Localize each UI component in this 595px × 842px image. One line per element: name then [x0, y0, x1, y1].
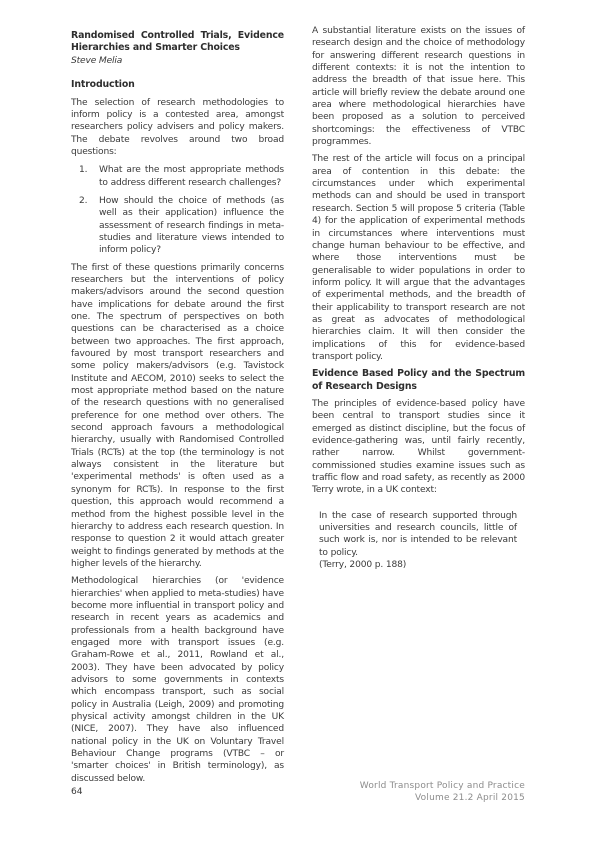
question-1-number: 1.	[79, 165, 88, 176]
quote-citation: (Terry, 2000 p. 188)	[319, 560, 407, 571]
section-2-paragraph-1: The principles of evidence-based policy have been central to transport studies since it emerged as distinct discipline, but the focus of evidence-gathering was, until fairly recently, rather narrow. Whilst government-commissioned studies examine issues such as traffic flow and road safety, as recently as 2000 Terry wrote, in a UK context:	[312, 398, 525, 496]
journal-issue: Volume 21.2 April 2015	[415, 793, 525, 803]
question-1-text: What are the most appropriate methods to address different research challenges?	[99, 165, 284, 188]
article-author: Steve Melia	[71, 55, 123, 66]
journal-name: World Transport Policy and Practice	[359, 781, 525, 791]
introduction-paragraph-1: The selection of research methodologies to inform policy is a contested area, amongst researchers policy advisers and policy makers. The debate revolves around two broad questions:	[71, 97, 284, 157]
introduction-paragraph-3: Methodological hierarchies (or 'evidence hierarchies' when applied to meta-studies) have become more influential in transport policy and research in recent years as academics and professionals from a health background have engaged more with transport issues (e.g. Graham-Rowe et al., 2011, Rowland et al., 2003). They have been advocated by policy advisors to some governments in contexts which encompass transport, such as social policy in Australia (Leigh, 2009) and promoting physical activity amongst children in the UK (NICE, 2007). They have also influenced national policy in the UK on Voluntary Travel Behaviour Change programs (VTBC – or 'smarter choices' in British terminology), as discussed below.	[71, 576, 284, 784]
introduction-paragraph-2: The first of these questions primarily concerns researchers but the interventions of policy makers/advisors around the second question have implications for debate around the first one. The spectrum of perspectives on both questions can be characterised as a choice between two approaches. The first approach, favoured by most transport researchers and some policy makers/advisors (e.g. Tavistock Institute and AECOM, 2010) seeks to select the most appropriate method based on the nature of the research questions with no generalised preference for one method over others. The second approach favours a methodological hierarchy, usually with Randomised Controlled Trials (RCTs) at the top (the terminology is not always consistent in the literature but 'experimental methods' is often used as a synonym for RCTs). In response to the first question, this approach would recommend a method from the highest possible level in the hierarchy to address each research question. In response to question 2 it would attach greater weight to findings generated by methods at the higher levels of the hierarchy.	[71, 262, 284, 569]
quote-text: In the case of research supported through universities and research councils, little of such work is, nor is intended to be relevant to policy.	[319, 510, 517, 558]
introduction-paragraph-5: The rest of the article will focus on a principal area of contention in this debate: the circumstances under which experimental methods can and should be used in transport research. Section 5 will propose 5 criteria (Table 4) for the application of experimental methods in circumstances where interventions must change human behaviour to be effective, and where those interventions must be generalisable to wider populations in order to inform policy. It will argue that the advantages of experimental methods, and the breadth of their applicability to transport research are not as great as advocates of methodological hierarchies claim. It will then consider the implications of this for evidence-based transport policy.	[312, 154, 525, 362]
left-column	[71, 30, 284, 785]
question-2-text: How should the choice of methods (as well as their application) influence the assessment of research findings in meta-studies and literature views intended to inform policy?	[99, 195, 284, 256]
block-quote	[319, 510, 517, 572]
question-1	[71, 164, 284, 189]
introduction-paragraph-4: A substantial literature exists on the issues of research design and the choice of methodology for answering different research questions in different contexts: it is not the intention to address the breadth of that issue here. This article will briefly review the debate around one area where methodological hierarchies have been proposed as a solution to perceived shortcomings: the effectiveness of VTBC programmes.	[312, 26, 525, 148]
article-title: Randomised Controlled Trials, Evidence Hierarchies and Smarter Choices	[71, 30, 284, 53]
question-2	[71, 195, 284, 257]
introduction-heading: Introduction	[71, 79, 135, 91]
page-number: 64	[71, 787, 83, 797]
question-2-number: 2.	[79, 195, 88, 206]
right-column	[312, 25, 525, 571]
section-2-heading: Evidence Based Policy and the Spectrum of Research Designs	[312, 368, 525, 392]
journal-footer	[312, 780, 525, 804]
